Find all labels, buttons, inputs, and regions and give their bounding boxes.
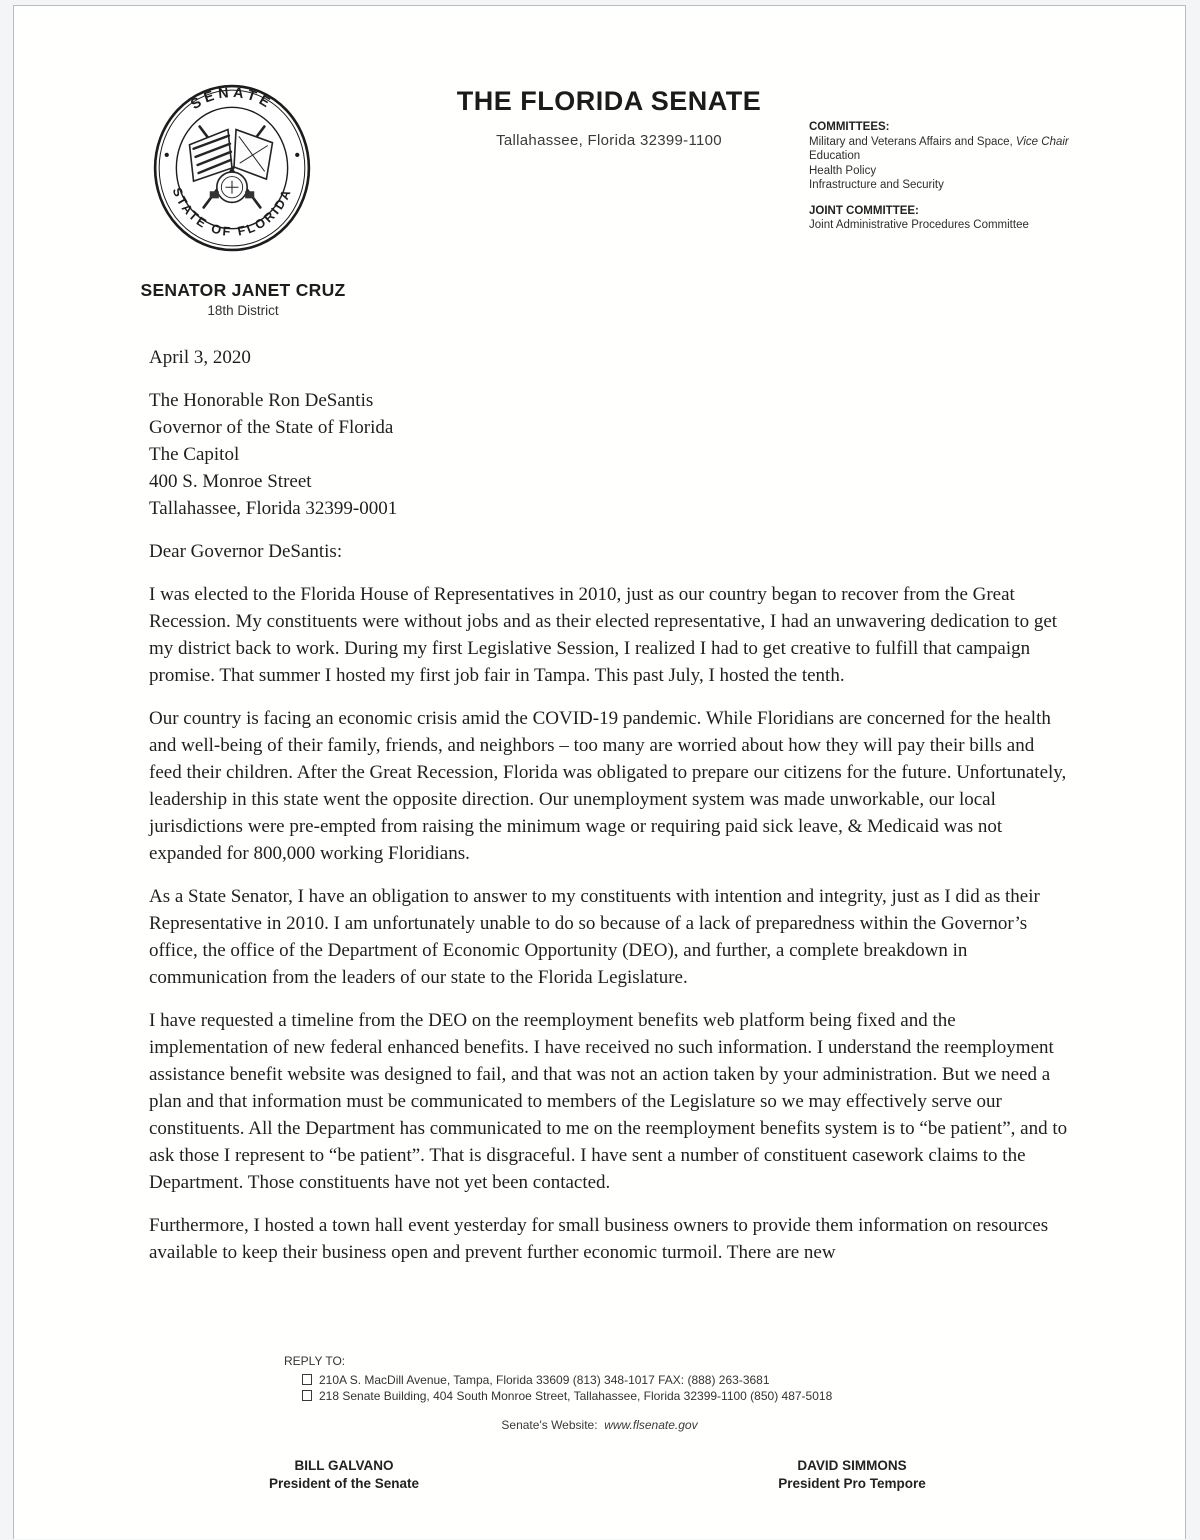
reply-to-block (284, 1353, 832, 1405)
senator-name: SENATOR JANET CRUZ (140, 280, 346, 300)
official-pro-tempore (662, 1457, 1042, 1493)
letterhead-address: Tallahassee, Florida 32399-1100 (496, 132, 722, 149)
reply-address-text: 218 Senate Building, 404 South Monroe Street, Tallahassee, Florida 32399-1100 (850) 487-5018 (319, 1389, 833, 1403)
committees-block (809, 120, 1184, 233)
reply-address (302, 1372, 832, 1389)
senator-district: 18th District (207, 303, 279, 318)
joint-committee-item: Joint Administrative Procedures Committee (809, 219, 1029, 231)
checkbox-icon (302, 1374, 312, 1385)
checkbox-icon (302, 1390, 312, 1401)
official-title: President Pro Tempore (778, 1476, 926, 1491)
recipient-line: 400 S. Monroe Street (149, 471, 312, 492)
recipient-line: Tallahassee, Florida 32399-0001 (149, 498, 398, 519)
committees-heading: COMMITTEES: (809, 121, 890, 133)
recipient-line: Governor of the State of Florida (149, 417, 394, 438)
letter-sheet (13, 5, 1186, 1539)
website-label: Senate's Website: (501, 1418, 598, 1432)
body-paragraph: I was elected to the Florida House of Representatives in 2010, just as our country began to recover from the Great Recession. My constituents were without jobs and as their elected representative, I had an unwavering dedication to get my district back to work. During my first Legislative Session, I realized I had to get creative to fulfill that campaign promise. That summer I hosted my first job fair in Tampa. This past July, I hosted the tenth. (149, 584, 1058, 686)
committee-item: Health Policy (809, 164, 877, 177)
florida-senate-seal-icon (151, 82, 313, 254)
official-title: President of the Senate (268, 1476, 420, 1491)
joint-committee-heading: JOINT COMMITTEE: (809, 204, 919, 217)
senator-block (123, 280, 363, 318)
letter-date: April 3, 2020 (149, 347, 251, 368)
body-paragraph: As a State Senator, I have an obligation to answer to my constituents with intention and integrity, just as I did as their Representative in 2010. I am unfortunately unable to do so because of a lack of preparedness within the Governor’s office, the office of the Department of Economic Opportunity (DEO), and further, a complete breakdown in communication from the leaders of our state to the Florida Legislature. (149, 886, 1040, 988)
official-name: BILL GALVANO (294, 1458, 394, 1473)
committee-name: Military and Veterans Affairs and Space, (809, 135, 1016, 148)
reply-to-label: REPLY TO: (284, 1354, 346, 1368)
salutation: Dear Governor DeSantis: (149, 541, 343, 562)
seal-bottom-text: STATE OF FLORIDA (169, 185, 295, 240)
committee-item: Infrastructure and Security (809, 179, 944, 191)
official-president (174, 1457, 514, 1493)
seal-top-text: SENATE (188, 84, 276, 114)
recipient-address (149, 387, 1071, 522)
website-line (14, 1418, 1185, 1432)
letterhead-title: THE FLORIDA SENATE (456, 86, 762, 116)
reply-address-text: 210A S. MacDill Avenue, Tampa, Florida 33609 (813) 348-1017 FAX: (888) 263-3681 (319, 1372, 770, 1387)
website-url: www.flsenate.gov (604, 1418, 698, 1432)
body-paragraph: I have requested a timeline from the DEO on the reemployment benefits web platform being fixed and the implementation of new federal enhanced benefits. I have received no such information. I understand the reemployment assistance benefit website was designed to fail, and that was not an action taken by your administration. But we need a plan and that information must be communicated to members of the Legislature so we may effectively serve our constituents. All the Department has communicated to me on the reemployment benefits system is to “be patient”, and to ask those I represent to “be patient”. That is disgraceful. I have sent a number of constituent casework claims to the Department. Those constituents have not yet been contacted. (149, 1010, 1068, 1193)
body-paragraph: Our country is facing an economic crisis amid the COVID-19 pandemic. While Floridians are concerned for the health and well-being of their family, friends, and neighbors – too many are worried about how they will pay their bills and feed their children. After the Great Recession, Florida was obligated to prepare our citizens for the future. Unfortunately, leadership in this state went the opposite direction. Our unemployment system was made unworkable, our local jurisdictions were pre-empted from raising the minimum wage or requiring paid sick leave, & Medicaid was not expanded for 800,000 working Floridians. (149, 708, 1067, 864)
committee-item (809, 135, 1184, 150)
official-name: DAVID SIMMONS (797, 1458, 907, 1473)
committee-item: Education (809, 150, 861, 162)
reply-address (302, 1388, 832, 1405)
letter-body (149, 344, 1071, 1266)
committee-role: Vice Chair (1015, 135, 1069, 148)
body-paragraph: Furthermore, I hosted a town hall event yesterday for small business owners to provide them information on resources available to keep their business open and prevent further economic turmoil. There are new (149, 1215, 1049, 1263)
recipient-line: The Capitol (149, 444, 240, 465)
recipient-line: The Honorable Ron DeSantis (149, 390, 374, 411)
